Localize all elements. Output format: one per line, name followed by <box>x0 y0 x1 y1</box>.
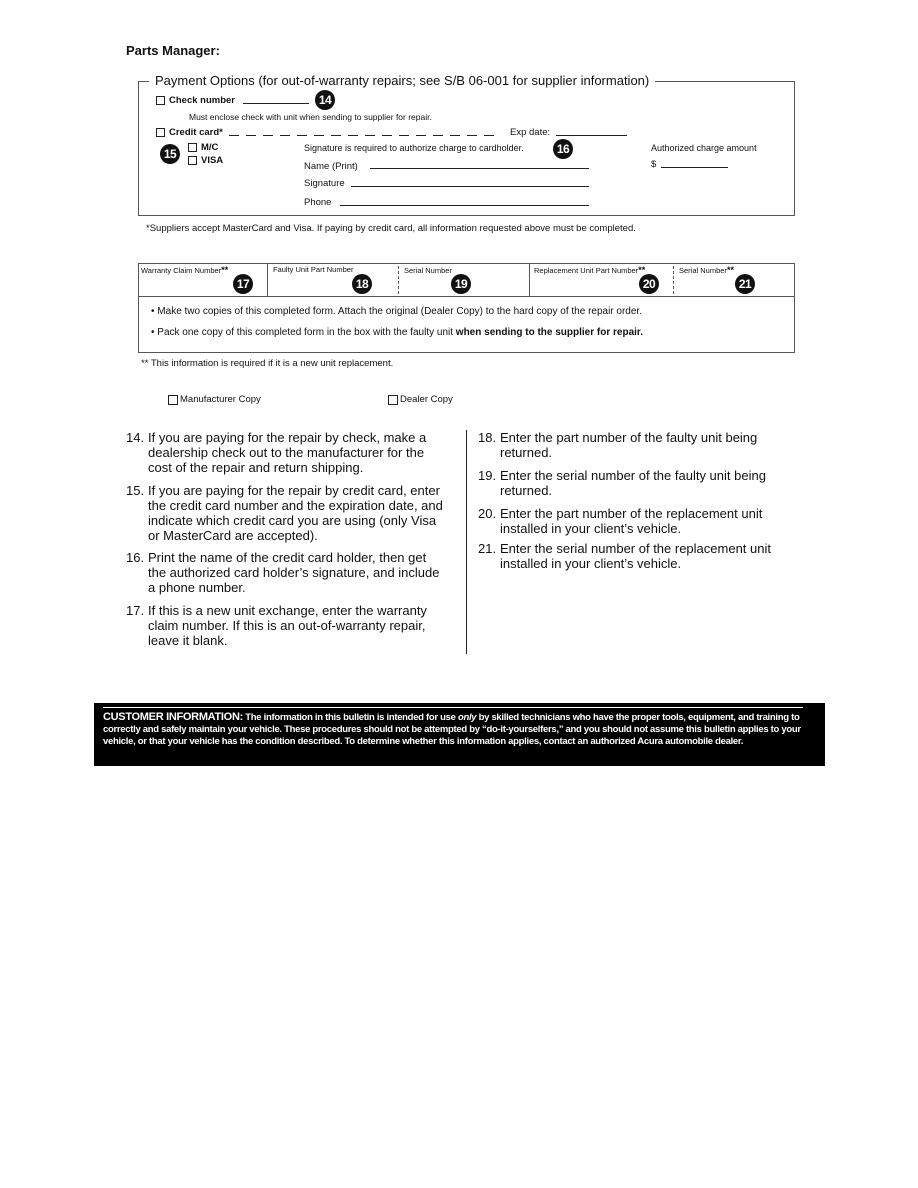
phone-field[interactable] <box>340 205 589 206</box>
manufacturer-copy-label: Manufacturer Copy <box>180 394 261 405</box>
customer-information-banner <box>94 703 825 766</box>
customer-information-label: CUSTOMER INFORMATION: <box>103 711 243 723</box>
phone-label: Phone <box>304 197 332 208</box>
instructions-left: 14. If you are paying for the repair by check, make a dealership check out to the manufacturer for the cost of the repair and return shipping. 15. If you are paying for the repair by credit card, enter the credit card number and the expiration date, and indicate which credit card you are using (only Visa or MasterCard are accepted). 16. Print the name of the credit card holder, then get the authorized card holder’s signature, and include a phone number. 17. If this is a new unit exchange, enter the warranty claim number. If this is an out-of-warranty repair, leave it blank. <box>126 430 443 648</box>
page-title: Parts Manager: <box>126 43 220 58</box>
check-number-field[interactable] <box>243 103 309 104</box>
customer-information-text: CUSTOMER INFORMATION: The information in this bulletin is intended for use only by skilled technicians who have the proper tools, equipment, and training to correctly and safely maintain your vehicle. These procedures should not be attempted by “do-it-yourselfers,” and you should not assume this bulletin applies to your vehicle, or that your vehicle has the condition described. To determine whether this information applies, contact an authorized Acura automobile dealer. <box>103 711 801 747</box>
col-divider-2 <box>398 266 399 294</box>
col-divider-1 <box>267 263 268 296</box>
check-number-checkbox[interactable] <box>156 96 165 105</box>
serial-header: Serial Number <box>404 266 452 275</box>
faulty-part-header: Faulty Unit Part Number <box>273 265 354 274</box>
exp-date-field[interactable] <box>556 135 627 136</box>
check-number-label: Check number <box>169 95 235 106</box>
signature-required-text: Signature is required to authorize charge to cardholder. <box>304 143 524 153</box>
bullet-dot: • <box>151 306 155 317</box>
dealer-copy-label: Dealer Copy <box>400 394 453 405</box>
bullet-dot: • <box>151 327 155 338</box>
callout-20-badge: 20 <box>639 274 659 294</box>
signature-label: Signature <box>304 178 345 189</box>
replacement-part-header: Replacement Unit Part Number** <box>534 265 646 275</box>
warranty-claim-header: Warranty Claim Number** <box>141 265 229 275</box>
col-divider-4 <box>673 266 674 294</box>
instruction-bullet-1: • Make two copies of this completed form. Attach the original (Dealer Copy) to the hard copy of the repair order. <box>151 306 642 317</box>
visa-checkbox[interactable] <box>188 156 197 165</box>
payment-options-legend <box>149 73 655 88</box>
signature-field[interactable] <box>351 186 589 187</box>
unit-info-row-divider <box>138 296 795 297</box>
callout-14-badge: 14 <box>315 90 335 110</box>
callout-21-badge: 21 <box>735 274 755 294</box>
instructions-column-divider <box>466 430 467 654</box>
dollar-sign: $ <box>651 159 657 170</box>
callout-15-badge: 15 <box>160 144 180 164</box>
banner-top-rule <box>103 707 803 708</box>
payment-options-title: Payment Options <box>155 73 255 88</box>
dealer-copy-checkbox[interactable] <box>388 395 398 405</box>
manufacturer-copy-checkbox[interactable] <box>168 395 178 405</box>
payment-footnote: *Suppliers accept MasterCard and Visa. If paying by credit card, all information requested above must be completed. <box>146 223 636 234</box>
name-print-label: Name (Print) <box>304 161 358 172</box>
payment-options-subtitle: (for out-of-warranty repairs; see S/B 06-001 for supplier information) <box>258 73 650 88</box>
col-divider-3 <box>529 263 530 296</box>
unit-table-footnote: ** This information is required if it is a new unit replacement. <box>141 358 394 369</box>
replacement-serial-header: Serial Number** <box>679 265 734 275</box>
check-note: Must enclose check with unit when sending to supplier for repair. <box>189 112 432 122</box>
authorized-charge-label: Authorized charge amount <box>651 143 757 153</box>
visa-label: VISA <box>201 155 224 166</box>
credit-card-number-field[interactable] <box>229 129 501 137</box>
exp-date-label: Exp date: <box>510 127 551 138</box>
credit-card-checkbox[interactable] <box>156 128 165 137</box>
callout-16-badge: 16 <box>553 139 573 159</box>
mc-checkbox[interactable] <box>188 143 197 152</box>
instructions-right: 18. Enter the part number of the faulty unit being returned. 19. Enter the serial number of the faulty unit being returned. 20. Enter the part number of the replacement unit installed in your client’s vehicle. 21. Enter the serial number of the replacement unit installed in your client’s vehicle. <box>478 430 771 571</box>
instruction-bullet-2: • Pack one copy of this completed form in the box with the faulty unit when sending to the supplier for repair. <box>151 327 644 338</box>
callout-18-badge: 18 <box>352 274 372 294</box>
callout-17-badge: 17 <box>233 274 253 294</box>
callout-19-badge: 19 <box>451 274 471 294</box>
mc-label: M/C <box>201 142 219 153</box>
credit-card-label: Credit card* <box>169 127 223 138</box>
authorized-charge-field[interactable] <box>661 167 728 168</box>
name-print-field[interactable] <box>370 168 589 169</box>
